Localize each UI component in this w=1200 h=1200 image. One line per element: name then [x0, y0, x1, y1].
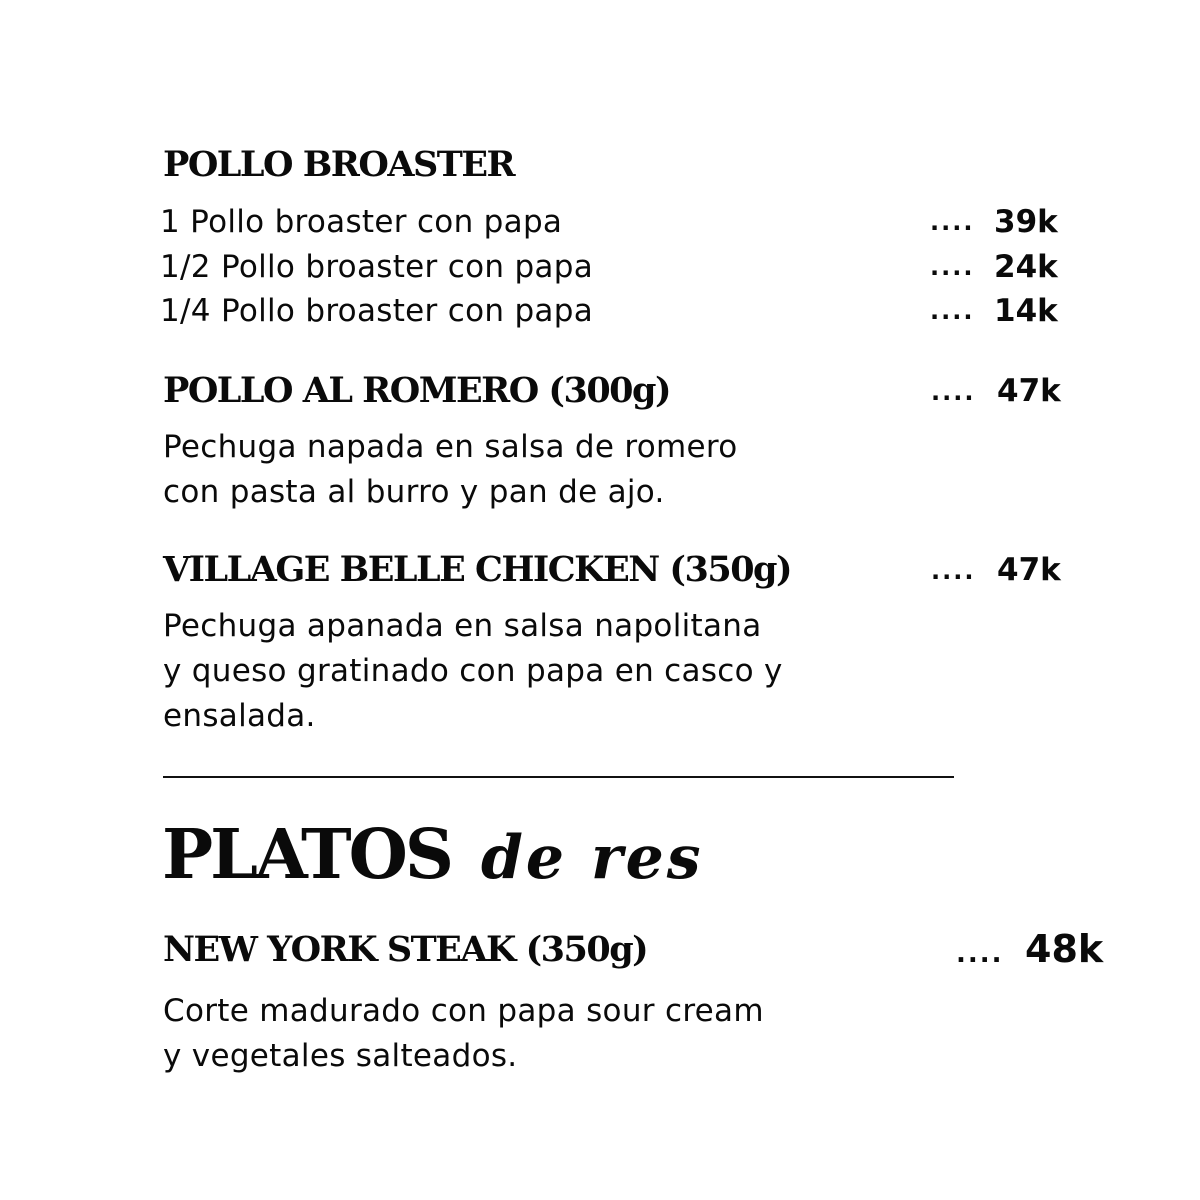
price-leader-dots: .... [930, 253, 975, 281]
menu-item-title: VILLAGE BELLE CHICKEN (350g) [163, 549, 792, 590]
menu-item-price: 47k [997, 552, 1061, 588]
menu-item-price: 14k [994, 293, 1058, 329]
price-leader-dots: .... [930, 208, 975, 236]
description-line: Corte madurado con papa sour cream [163, 993, 764, 1029]
village-belle-description [163, 604, 783, 739]
description-line: Pechuga napada en salsa de romero [163, 429, 738, 465]
menu-item-title: POLLO AL ROMERO (300g) [163, 370, 671, 411]
description-line: Pechuga apanada en salsa napolitana [163, 608, 762, 644]
description-line: con pasta al burro y pan de ajo. [163, 474, 665, 510]
menu-item [160, 291, 1070, 331]
menu-item-price: 24k [994, 249, 1058, 285]
description-line: y vegetales salteados. [163, 1038, 518, 1074]
price-leader-dots: .... [931, 378, 976, 406]
section-title [162, 815, 704, 905]
menu-item-price: 47k [997, 373, 1061, 409]
menu-item-price: 48k [1025, 927, 1104, 971]
price-leader-dots: .... [956, 939, 1004, 969]
price-leader-dots: .... [931, 557, 976, 585]
pollo-broaster-title: POLLO BROASTER [163, 144, 515, 185]
pollo-romero-heading [163, 366, 1083, 416]
section-title-main: PLATOS [162, 815, 451, 895]
menu-item-name: 1/4 Pollo broaster con papa [160, 293, 593, 329]
menu-item-name: 1/2 Pollo broaster con papa [160, 249, 593, 285]
price-leader-dots: .... [930, 297, 975, 325]
ny-steak-description [163, 989, 764, 1079]
menu-item-title: NEW YORK STEAK (350g) [163, 929, 648, 970]
section-title-script: de res [480, 823, 704, 893]
menu-item [160, 247, 1070, 287]
section-divider [163, 776, 954, 778]
description-line: y queso gratinado con papa en casco y [163, 653, 783, 689]
village-belle-heading [163, 545, 1083, 595]
menu-item [160, 202, 1070, 242]
menu-item-price: 39k [994, 204, 1058, 240]
description-line: ensalada. [163, 698, 316, 734]
ny-steak-heading [163, 925, 1123, 975]
menu-item-name: 1 Pollo broaster con papa [160, 204, 563, 240]
pollo-romero-description [163, 425, 738, 515]
